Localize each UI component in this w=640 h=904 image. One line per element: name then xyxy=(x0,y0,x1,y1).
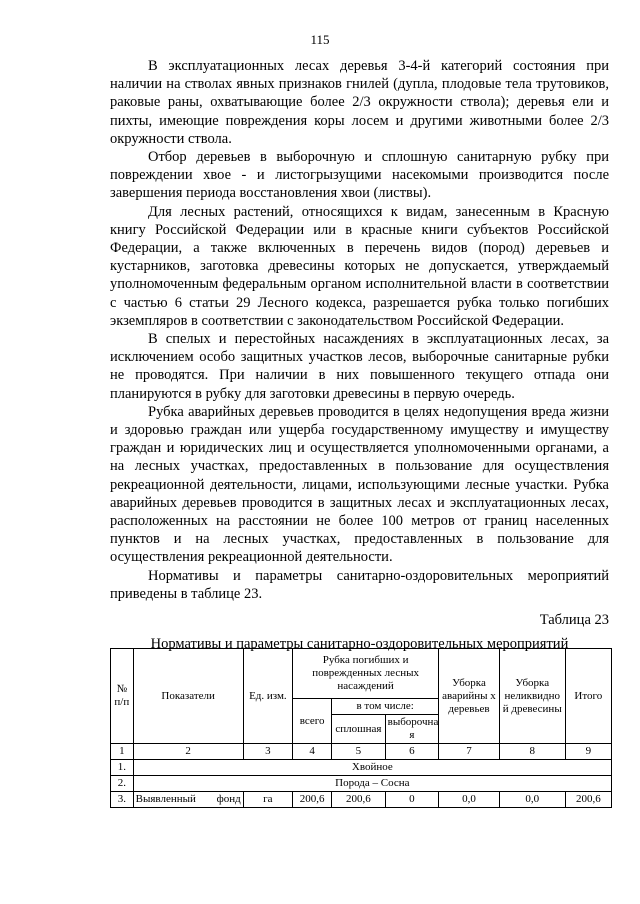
paragraph: В спелых и перестойных насаждениях в эксплуатационных лесах, за исключением особо защитных участков лесов, выборочные санитарные рубки не проводятся. При наличии в них повышенного текущего отпада они планируются в рубку для заготовки древесины в первую очередь. xyxy=(110,331,609,402)
section-label: Хвойное xyxy=(133,760,611,776)
unit-cell: га xyxy=(243,792,292,808)
section-label: Порода – Сосна xyxy=(133,776,611,792)
value-cell: 200,6 xyxy=(565,792,611,808)
value-cell: 200,6 xyxy=(293,792,332,808)
col-header-unit: Ед. изм. xyxy=(243,649,292,744)
col-header-including: в том числе: xyxy=(332,699,439,715)
col-header-emergency: Уборка аварийны х деревьев xyxy=(439,649,500,744)
col-header-total-all: всего xyxy=(293,699,332,744)
col-header-illiquid: Уборка неликвидно й древесины xyxy=(499,649,565,744)
column-number: 6 xyxy=(385,744,439,760)
paragraph: Рубка аварийных деревьев проводится в целях недопущения вреда жизни и здоровью граждан или ущерба государственному имуществу и имуществу граждан и юридических лиц и осуществляется уполномоченными органами, а на лесных участках, предоставленных в пользование для осуществления рекреационной деятельности, лицами, использующими лесные участки. Рубка аварийных деревьев проводится в защитных лесах и эксплуатационных лесах, расположенных на расстоянии не более 100 метров от границ населенных пунктов и на лесных участках, предоставленных в пользование для осуществления рекреационной деятельности. xyxy=(110,403,609,566)
col-header-num: № п/п xyxy=(111,649,134,744)
body-text xyxy=(110,57,609,653)
column-number: 9 xyxy=(565,744,611,760)
value-cell: 0,0 xyxy=(439,792,500,808)
column-numbers-row xyxy=(111,744,612,760)
table-caption: Таблица 23 xyxy=(539,612,609,629)
table-row xyxy=(111,760,612,776)
row-number: 1. xyxy=(111,760,134,776)
value-cell: 0,0 xyxy=(499,792,565,808)
col-header-indicator: Показатели xyxy=(133,649,243,744)
col-header-felling-group: Рубка погибших и поврежденных лесных насаждений xyxy=(293,649,439,699)
col-header-clear: сплошная xyxy=(332,715,385,744)
norms-table xyxy=(110,648,612,808)
value-cell: 200,6 xyxy=(332,792,385,808)
table-header-row xyxy=(111,649,612,699)
paragraph: В эксплуатационных лесах деревья 3-4-й категорий состояния при наличии на стволах явных признаков гнилей (дупла, плодовые тела трутовиков, раковые раны, охватывающие более 2/3 окружности ствола); деревья ели и пихты, имеющие повреждения коры лосем и другими животными более 2/3 окружности ствола. xyxy=(110,58,609,147)
row-number: 3. xyxy=(111,792,134,808)
paragraph: Для лесных растений, относящихся к видам, занесенным в Красную книгу Российской Федерации или в красные книги субъектов Российской Федерации, а также включенных в перечень видов (пород) деревьев и кустарников, заготовка древесины которых не допускается, утверждаемый уполномоченным федеральным органом исполнительной власти в соответствии с частью 6 статьи 29 Лесного кодекса, разрешается рубка только погибших экземпляров в соответствии с законодательством Российской Федерации. xyxy=(110,203,609,329)
column-number: 5 xyxy=(332,744,385,760)
col-header-total: Итого xyxy=(565,649,611,744)
table-row xyxy=(111,776,612,792)
page-number: 115 xyxy=(310,32,330,47)
column-number: 3 xyxy=(243,744,292,760)
col-header-selective: выборочна я xyxy=(385,715,439,744)
column-number: 4 xyxy=(293,744,332,760)
column-number: 2 xyxy=(133,744,243,760)
column-number: 7 xyxy=(439,744,500,760)
paragraph: Отбор деревьев в выборочную и сплошную санитарную рубку при повреждении хвое - и листогрызущими насекомыми производится после завершения периода восстановления хвои (листвы). xyxy=(110,149,609,202)
table-row xyxy=(111,792,612,808)
indicator-cell: Выявленный фонд xyxy=(133,792,243,808)
row-number: 2. xyxy=(111,776,134,792)
column-number: 1 xyxy=(111,744,134,760)
value-cell: 0 xyxy=(385,792,439,808)
column-number: 8 xyxy=(499,744,565,760)
table-title: Нормативы и параметры санитарно-оздоровительных мероприятий xyxy=(150,636,569,653)
paragraph: Нормативы и параметры санитарно-оздоровительных мероприятий приведены в таблице 23. xyxy=(110,567,609,602)
